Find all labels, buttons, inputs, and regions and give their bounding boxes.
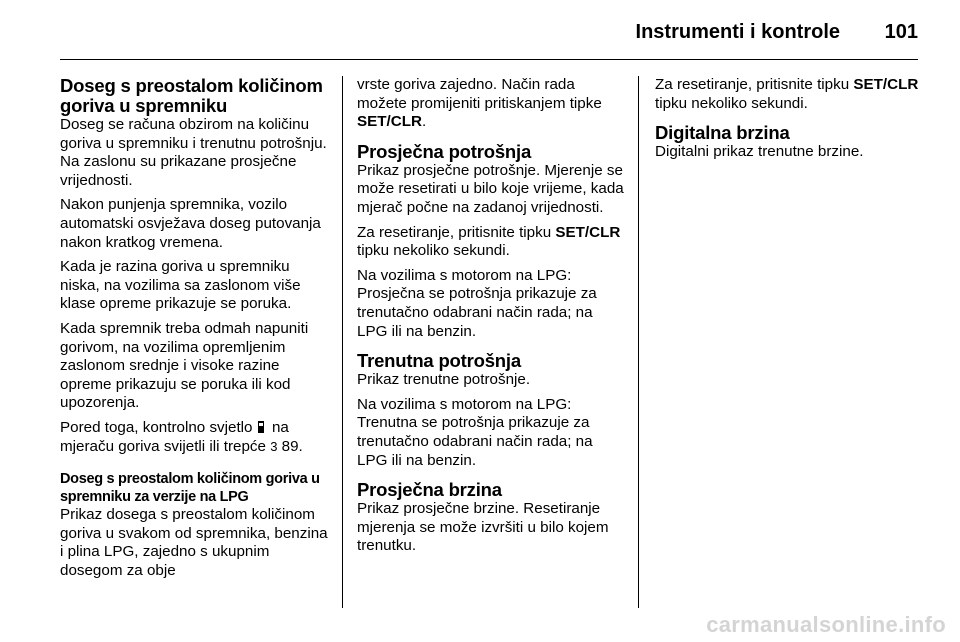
text-span: na mjeraču goriva svijetli ili trepće (60, 418, 289, 455)
section-heading: Trenutna potrošnja (357, 350, 521, 372)
paragraph: Na vozilima s motorom na LPG: Trenutna se potrošnja prikazuje za trenutačno odabrani način rada; na LPG ili na benzin. (357, 395, 593, 469)
text-span: vrste goriva zajedno. Način rada možete promijeniti pritiskanjem tipke (357, 76, 602, 112)
paragraph (655, 76, 925, 113)
paragraph: Prikaz trenutne potrošnje. (357, 371, 531, 389)
fuel-pump-icon (258, 421, 266, 433)
section-heading: Doseg s preostalom količinom goriva u spremniku (60, 75, 323, 116)
paragraph: Prikaz prosječne potrošnje. Mjerenje se može resetirati u bilo koje vrijeme, kada mjerač počne na zadanoj vrijednosti. (357, 161, 624, 216)
text-span: Pored toga, kontrolno svjetlo (60, 418, 253, 436)
paragraph (357, 76, 627, 132)
page-reference-link[interactable]: 89. (281, 437, 303, 455)
text-span: tipku nekoliko sekundi. (357, 242, 510, 260)
paragraph: Prikaz dosega s preostalom količinom goriva u svakom od spremnika, benzina i plina LPG, zajedno s ukupnim dosegom za obje (60, 506, 328, 579)
watermark: carmanualsonline.info (706, 612, 946, 637)
column-2 (357, 76, 627, 562)
paragraph: Nakon punjenja spremnika, vozilo automatski osvježava doseg putovanja nakon kratkog vremena. (60, 196, 321, 251)
column-divider (342, 76, 343, 608)
column-divider (638, 76, 639, 608)
column-3 (655, 76, 925, 168)
cross-reference-arrow-icon: 3 (270, 438, 278, 454)
paragraph (357, 224, 627, 261)
section-heading: Digitalna brzina (655, 122, 790, 144)
text-span: . (421, 113, 427, 131)
paragraph: Prikaz prosječne brzine. Resetiranje mjerenja se može izvršiti u bilo kojem trenutku. (357, 500, 609, 555)
key-label: SET/CLR (357, 113, 422, 131)
key-label: SET/CLR (555, 223, 621, 241)
key-label: SET/CLR (853, 76, 919, 93)
paragraph: Digitalni prikaz trenutne brzine. (655, 143, 864, 161)
section-heading: Prosječna potrošnja (357, 140, 532, 162)
text-span: tipku nekoliko sekundi. (655, 94, 808, 112)
column-1 (60, 76, 330, 586)
paragraph: Na vozilima s motorom na LPG: Prosječna se potrošnja prikazuje za trenutačno odabrani način rada; na LPG ili na benzin. (357, 266, 597, 340)
sub-heading: Doseg s preostalom količinom goriva u spremniku za verzije na LPG (60, 471, 320, 506)
paragraph: Kada spremnik treba odmah napuniti gorivom, na vozilima opremljenim zaslonom srednje i visoke razine opreme prikazuju se poruka ili kod upozorenja. (60, 319, 309, 412)
text-span: Za resetiranje, pritisnite tipku (655, 76, 850, 93)
paragraph: Kada je razina goriva u spremniku niska, na vozilima sa zaslonom više klase opreme prikazuje se poruka. (60, 258, 301, 313)
text-span: Za resetiranje, pritisnite tipku (357, 223, 552, 241)
section-heading: Prosječna brzina (357, 479, 502, 501)
page-title: Instrumenti i kontrole (635, 21, 840, 43)
paragraph: Doseg se računa obzirom na količinu goriva u spremniku i trenutnu potrošnju. Na zaslonu su prikazane prosječne vrijednosti. (60, 116, 327, 189)
page-header (60, 0, 918, 60)
page-number: 101 (884, 21, 918, 43)
paragraph (60, 419, 330, 456)
